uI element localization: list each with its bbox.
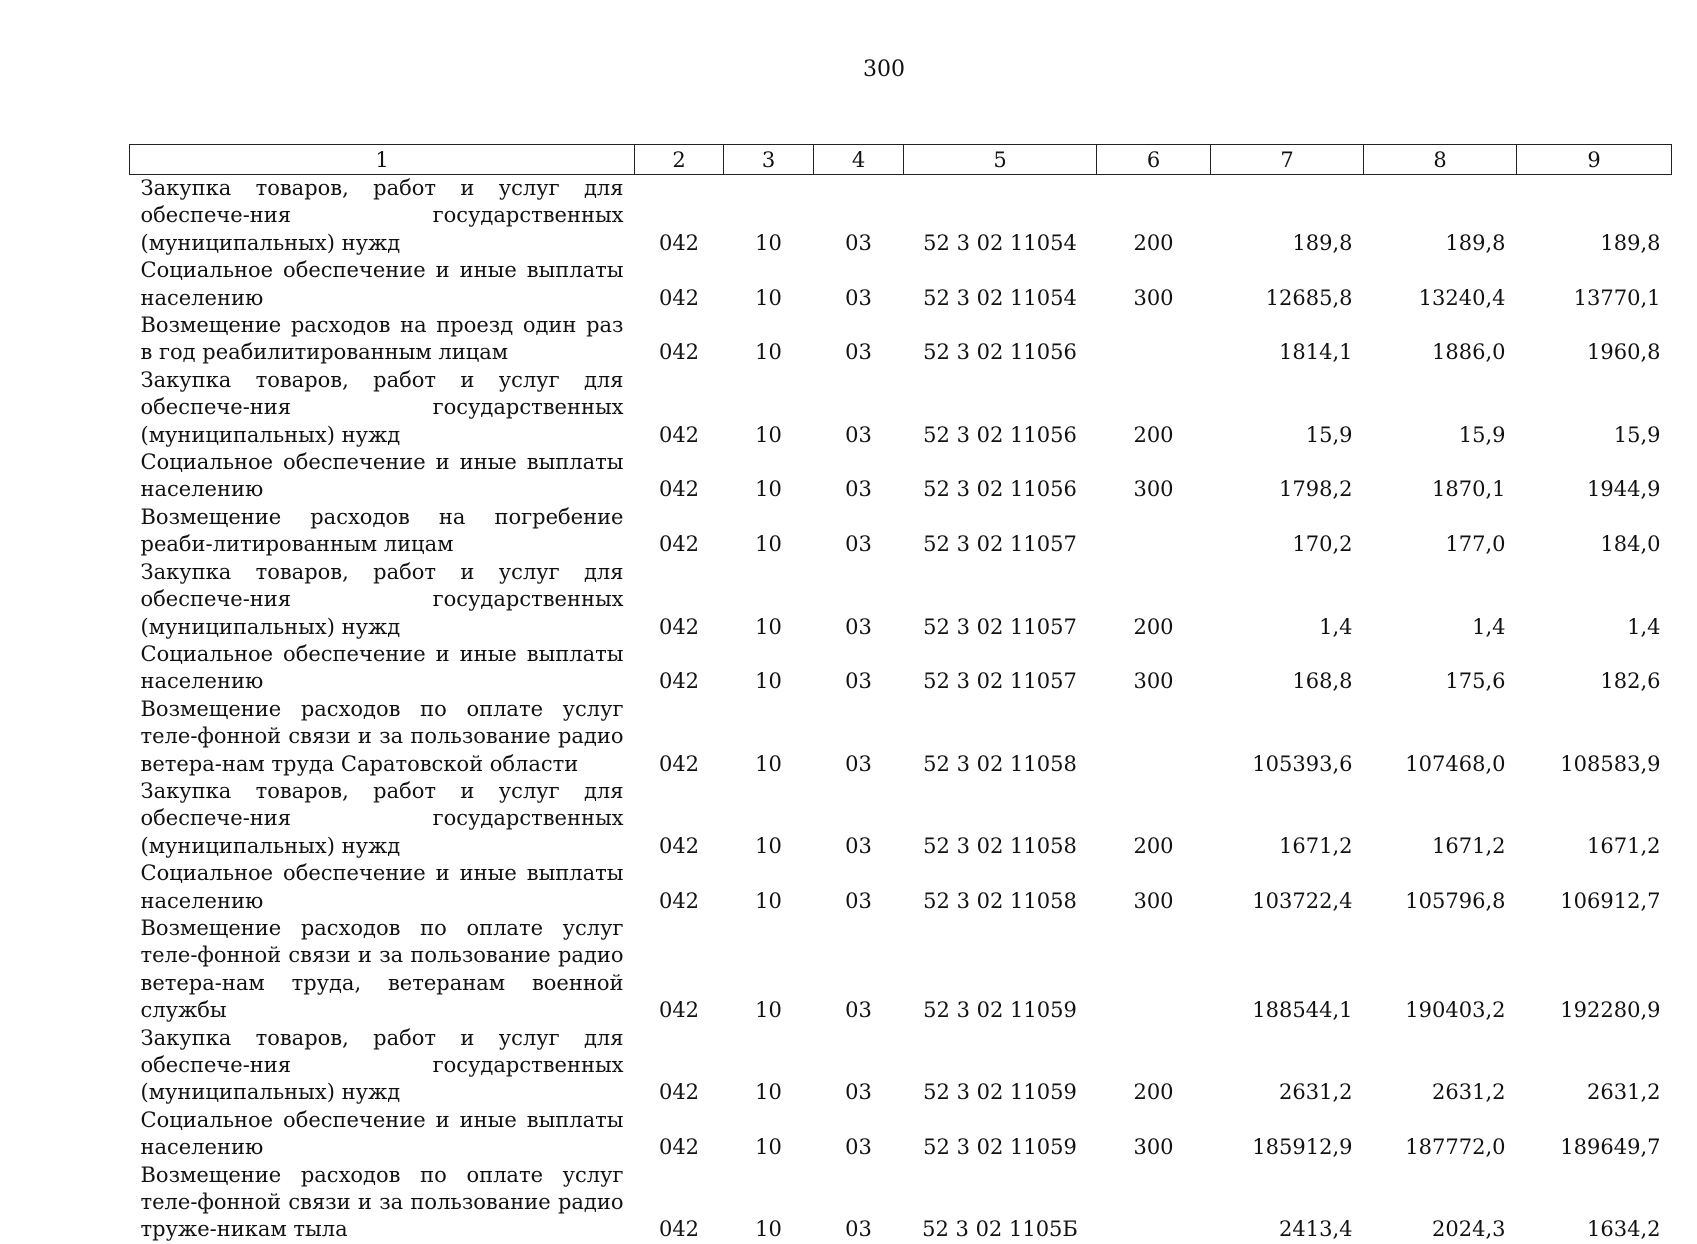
amount-year-2: 1,4 — [1472, 614, 1506, 639]
amount-year-1: 189,8 — [1292, 230, 1353, 255]
amount-year-3: 1671,2 — [1587, 833, 1661, 858]
subsection-code: 03 — [845, 833, 872, 858]
section-code: 10 — [755, 422, 782, 447]
expense-type-code — [1097, 312, 1211, 367]
expense-type-code: 200 — [1133, 1080, 1174, 1105]
row-description: Закупка товаров, работ и услуг для обеспече-ния государственных (муниципальных) нужд — [140, 778, 624, 858]
target-article-code: 52 3 02 11057 — [923, 532, 1077, 557]
amount-year-2: 190403,2 — [1405, 998, 1506, 1023]
amount-year-2: 15,9 — [1458, 422, 1506, 447]
table-row — [130, 778, 1672, 860]
amount-year-1: 188544,1 — [1252, 998, 1353, 1023]
amount-year-2: 13240,4 — [1418, 285, 1506, 310]
column-header-8: 8 — [1364, 145, 1517, 175]
subsection-code: 03 — [845, 477, 872, 502]
amount-year-2: 2631,2 — [1432, 1080, 1506, 1105]
ministry-code: 042 — [658, 998, 700, 1023]
column-header-7: 7 — [1211, 145, 1364, 175]
column-header-6: 6 — [1097, 145, 1211, 175]
ministry-code: 042 — [658, 340, 700, 365]
expense-type-code: 300 — [1133, 669, 1174, 694]
section-code: 10 — [755, 833, 782, 858]
subsection-code: 03 — [845, 532, 872, 557]
target-article-code: 52 3 02 11059 — [923, 998, 1077, 1023]
amount-year-1: 103722,4 — [1252, 888, 1353, 913]
row-description: Закупка товаров, работ и услуг для обеспече-ния государственных (муниципальных) нужд — [140, 176, 624, 255]
section-code: 10 — [755, 340, 782, 365]
ministry-code: 042 — [658, 230, 700, 255]
ministry-code: 042 — [658, 751, 700, 776]
amount-year-1: 170,2 — [1292, 532, 1353, 557]
amount-year-3: 2631,2 — [1587, 1080, 1661, 1105]
row-description: Возмещение расходов по оплате услуг теле-фонной связи и за пользование радио ветера-нам труда Саратовской области — [140, 696, 624, 776]
expense-type-code — [1097, 915, 1211, 1025]
column-header-2: 2 — [635, 145, 724, 175]
amount-year-1: 1798,2 — [1279, 477, 1353, 502]
amount-year-2: 2024,3 — [1432, 1217, 1506, 1242]
expense-type-code: 300 — [1133, 1135, 1174, 1160]
target-article-code: 52 3 02 11056 — [923, 477, 1077, 502]
table-row — [130, 312, 1672, 367]
subsection-code: 03 — [845, 751, 872, 776]
amount-year-2: 189,8 — [1445, 230, 1506, 255]
target-article-code: 52 3 02 11058 — [923, 888, 1077, 913]
target-article-code: 52 3 02 11054 — [923, 285, 1077, 310]
expense-type-code: 300 — [1133, 888, 1174, 913]
row-description: Закупка товаров, работ и услуг для обеспече-ния государственных (муниципальных) нужд — [140, 367, 624, 447]
row-description: Социальное обеспечение и иные выплаты населению — [140, 861, 624, 913]
expense-type-code: 200 — [1133, 614, 1174, 639]
amount-year-1: 168,8 — [1292, 669, 1353, 694]
ministry-code: 042 — [658, 1080, 700, 1105]
section-code: 10 — [755, 477, 782, 502]
row-description: Закупка товаров, работ и услуг для обеспече-ния государственных (муниципальных) нужд — [140, 559, 624, 639]
section-code: 10 — [755, 285, 782, 310]
row-description: Возмещение расходов на проезд один раз в год реабилитированным лицам — [140, 313, 624, 365]
budget-table — [129, 144, 1672, 1244]
target-article-code: 52 3 02 11058 — [923, 751, 1077, 776]
target-article-code: 52 3 02 11054 — [923, 230, 1077, 255]
row-description: Социальное обеспечение и иные выплаты населению — [140, 258, 624, 310]
section-code: 10 — [755, 1135, 782, 1160]
section-code: 10 — [755, 230, 782, 255]
amount-year-2: 177,0 — [1445, 532, 1506, 557]
target-article-code: 52 3 02 11059 — [923, 1135, 1077, 1160]
target-article-code: 52 3 02 11056 — [923, 422, 1077, 447]
subsection-code: 03 — [845, 998, 872, 1023]
amount-year-1: 2413,4 — [1279, 1217, 1353, 1242]
section-code: 10 — [755, 1080, 782, 1105]
row-description: Закупка товаров, работ и услуг для обеспече-ния государственных (муниципальных) нужд — [140, 1025, 624, 1105]
table-row — [130, 1025, 1672, 1107]
target-article-code: 52 3 02 11057 — [923, 614, 1077, 639]
amount-year-1: 1814,1 — [1279, 340, 1353, 365]
table-row — [130, 696, 1672, 778]
amount-year-3: 108583,9 — [1560, 751, 1661, 776]
table-row — [130, 367, 1672, 449]
amount-year-3: 1944,9 — [1587, 477, 1661, 502]
table-row — [130, 449, 1672, 504]
amount-year-3: 1960,8 — [1587, 340, 1661, 365]
ministry-code: 042 — [658, 669, 700, 694]
amount-year-1: 1671,2 — [1279, 833, 1353, 858]
amount-year-2: 1671,2 — [1432, 833, 1506, 858]
section-code: 10 — [755, 532, 782, 557]
row-description: Возмещение расходов по оплате услуг теле-фонной связи и за пользование радио труже-никам тыла — [140, 1162, 624, 1242]
amount-year-3: 13770,1 — [1573, 285, 1661, 310]
table-row — [130, 175, 1672, 258]
amount-year-3: 1634,2 — [1587, 1217, 1661, 1242]
amount-year-3: 184,0 — [1600, 532, 1661, 557]
expense-type-code: 300 — [1133, 285, 1174, 310]
amount-year-2: 1870,1 — [1432, 477, 1506, 502]
ministry-code: 042 — [658, 888, 700, 913]
amount-year-1: 2631,2 — [1279, 1080, 1353, 1105]
table-header-row — [130, 145, 1672, 175]
column-header-9: 9 — [1517, 145, 1672, 175]
page-number: 300 — [863, 57, 905, 82]
expense-type-code: 200 — [1133, 422, 1174, 447]
ministry-code: 042 — [658, 1135, 700, 1160]
amount-year-1: 105393,6 — [1252, 751, 1353, 776]
amount-year-3: 189649,7 — [1560, 1135, 1661, 1160]
table-row — [130, 1162, 1672, 1244]
expense-type-code — [1097, 504, 1211, 559]
amount-year-2: 1886,0 — [1432, 340, 1506, 365]
subsection-code: 03 — [845, 422, 872, 447]
ministry-code: 042 — [658, 285, 700, 310]
ministry-code: 042 — [658, 422, 700, 447]
table-row — [130, 641, 1672, 696]
row-description: Возмещение расходов на погребение реаби-литированным лицам — [140, 504, 624, 557]
amount-year-2: 175,6 — [1445, 669, 1506, 694]
amount-year-1: 12685,8 — [1265, 285, 1353, 310]
row-description: Социальное обеспечение и иные выплаты населению — [140, 450, 624, 502]
expense-type-code: 200 — [1133, 833, 1174, 858]
target-article-code: 52 3 02 11056 — [923, 340, 1077, 365]
expense-type-code — [1097, 1162, 1211, 1244]
table-body — [130, 175, 1672, 1244]
expense-type-code: 200 — [1133, 230, 1174, 255]
row-description: Социальное обеспечение и иные выплаты населению — [140, 1107, 624, 1160]
table-row — [130, 1107, 1672, 1162]
column-header-4: 4 — [814, 145, 904, 175]
table-row — [130, 915, 1672, 1025]
subsection-code: 03 — [845, 230, 872, 255]
section-code: 10 — [755, 1217, 782, 1242]
amount-year-1: 185912,9 — [1252, 1135, 1353, 1160]
amount-year-1: 1,4 — [1319, 614, 1353, 639]
subsection-code: 03 — [845, 614, 872, 639]
amount-year-2: 107468,0 — [1405, 751, 1506, 776]
target-article-code: 52 3 02 1105Б — [922, 1217, 1078, 1242]
column-header-1: 1 — [130, 145, 635, 175]
subsection-code: 03 — [845, 285, 872, 310]
expense-type-code — [1097, 696, 1211, 778]
ministry-code: 042 — [658, 532, 700, 557]
amount-year-1: 15,9 — [1305, 422, 1353, 447]
ministry-code: 042 — [658, 1217, 700, 1242]
section-code: 10 — [755, 998, 782, 1023]
row-description: Возмещение расходов по оплате услуг теле-фонной связи и за пользование радио ветера-нам труда, ветеранам военной службы — [140, 915, 624, 1023]
subsection-code: 03 — [845, 340, 872, 365]
section-code: 10 — [755, 888, 782, 913]
table-row — [130, 257, 1672, 312]
subsection-code: 03 — [845, 1135, 872, 1160]
ministry-code: 042 — [658, 477, 700, 502]
amount-year-3: 189,8 — [1600, 230, 1661, 255]
subsection-code: 03 — [845, 888, 872, 913]
target-article-code: 52 3 02 11057 — [923, 669, 1077, 694]
table-row — [130, 860, 1672, 915]
amount-year-3: 1,4 — [1627, 614, 1661, 639]
ministry-code: 042 — [658, 833, 700, 858]
subsection-code: 03 — [845, 669, 872, 694]
section-code: 10 — [755, 751, 782, 776]
section-code: 10 — [755, 614, 782, 639]
row-description: Социальное обеспечение и иные выплаты населению — [140, 641, 624, 694]
target-article-code: 52 3 02 11058 — [923, 833, 1077, 858]
amount-year-3: 15,9 — [1613, 422, 1661, 447]
amount-year-3: 182,6 — [1600, 669, 1661, 694]
column-header-5: 5 — [904, 145, 1097, 175]
amount-year-2: 105796,8 — [1405, 888, 1506, 913]
amount-year-3: 192280,9 — [1560, 998, 1661, 1023]
subsection-code: 03 — [845, 1080, 872, 1105]
column-header-3: 3 — [724, 145, 814, 175]
amount-year-3: 106912,7 — [1560, 888, 1661, 913]
subsection-code: 03 — [845, 1217, 872, 1242]
target-article-code: 52 3 02 11059 — [923, 1080, 1077, 1105]
table-row — [130, 504, 1672, 559]
ministry-code: 042 — [658, 614, 700, 639]
amount-year-2: 187772,0 — [1405, 1135, 1506, 1160]
section-code: 10 — [755, 669, 782, 694]
expense-type-code: 300 — [1133, 477, 1174, 502]
table-row — [130, 559, 1672, 641]
